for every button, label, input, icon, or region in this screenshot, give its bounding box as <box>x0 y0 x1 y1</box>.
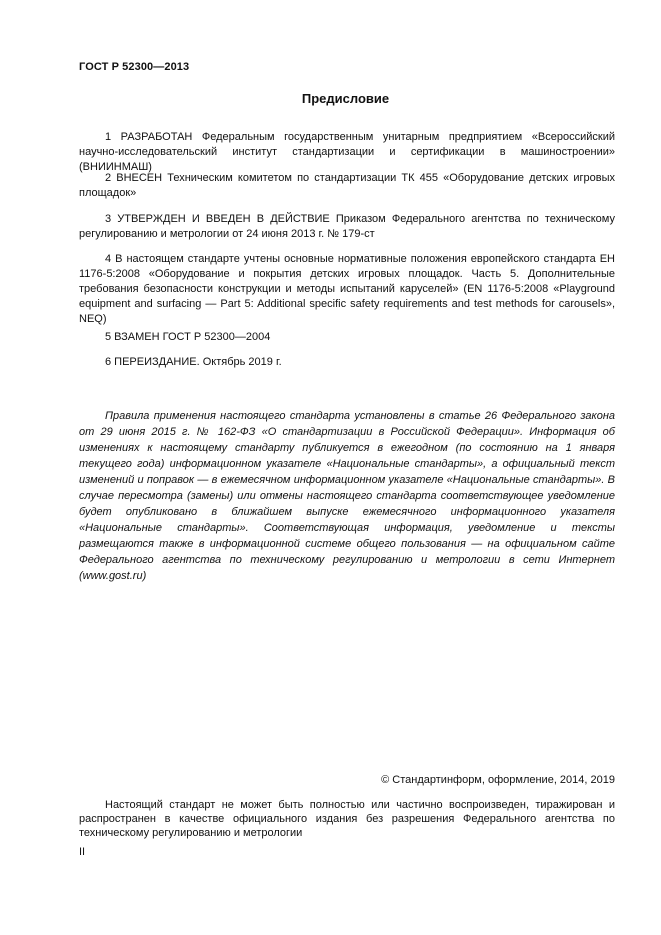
page-number: II <box>79 846 86 858</box>
paragraph-european-standard: 4 В настоящем стандарте учтены основные нормативные положения европейского стандарта ЕН 1176-5:2008 «Оборудование и покрытия детских игровых площадок. Часть 5. Дополнительные требования безопасности конструкции и методы испытаний каруселей» (EN 1176-5:2008 «Playground equipment and surfacing — Part 5: Additional specific safety requirements and test methods for carousels», NEQ) <box>79 253 615 325</box>
paragraph-developed-by: 1 РАЗРАБОТАН Федеральным государственным унитарным предприятием «Всероссийский научно-исследовательский институт стандартизации и сертификации в машиностроении» (ВНИИНМАШ) <box>79 131 615 173</box>
paragraph-replaces: 5 ВЗАМЕН ГОСТ Р 52300—2004 <box>105 331 271 343</box>
paragraph-reissue: 6 ПЕРЕИЗДАНИЕ. Октябрь 2019 г. <box>105 356 282 368</box>
page-title: Предисловие <box>301 91 390 106</box>
copyright-line: © Стандартинформ, оформление, 2014, 2019 <box>381 774 615 786</box>
paragraph-approved: 3 УТВЕРЖДЕН И ВВЕДЕН В ДЕЙСТВИЕ Приказом Федерального агентства по техническому регулированию и метрологии от 24 июня 2013 г. № 179-ст <box>79 213 615 240</box>
paragraph-introduced-by: 2 ВНЕСЕН Техническим комитетом по стандартизации ТК 455 «Оборудование детских игровых площадок» <box>79 172 615 199</box>
rules-notice: Правила применения настоящего стандарта установлены в статье 26 Федерального закона от 29 июня 2015 г. № 162-ФЗ «О стандартизации в Российской Федерации». Информация об изменениях к настоящему стандарту публикуется в ежегодном (по состоянию на 1 января текущего года) информационном указателе «Национальные стандарты», а официальный текст изменений и поправок — в ежемесячном информационном указателе «Национальные стандарты». В случае пересмотра (замены) или отмены настоящего стандарта соответствующее уведомление будет опубликовано в ближайшем выпуске ежемесячного информационного указателя «Национальные стандарты». Соответствующая информация, уведомление и тексты размещаются также в информационной системе общего пользования — на официальном сайте Федерального агентства по техническому регулированию и метрологии в сети Интернет (www.gost.ru) <box>79 410 615 582</box>
copyright-notice: Настоящий стандарт не может быть полностью или частично воспроизведен, тиражирован и распространен в качестве официального издания без разрешения Федерального агентства по техническому регулированию и метрологии <box>79 799 615 839</box>
document-header-code: ГОСТ Р 52300—2013 <box>79 61 190 73</box>
